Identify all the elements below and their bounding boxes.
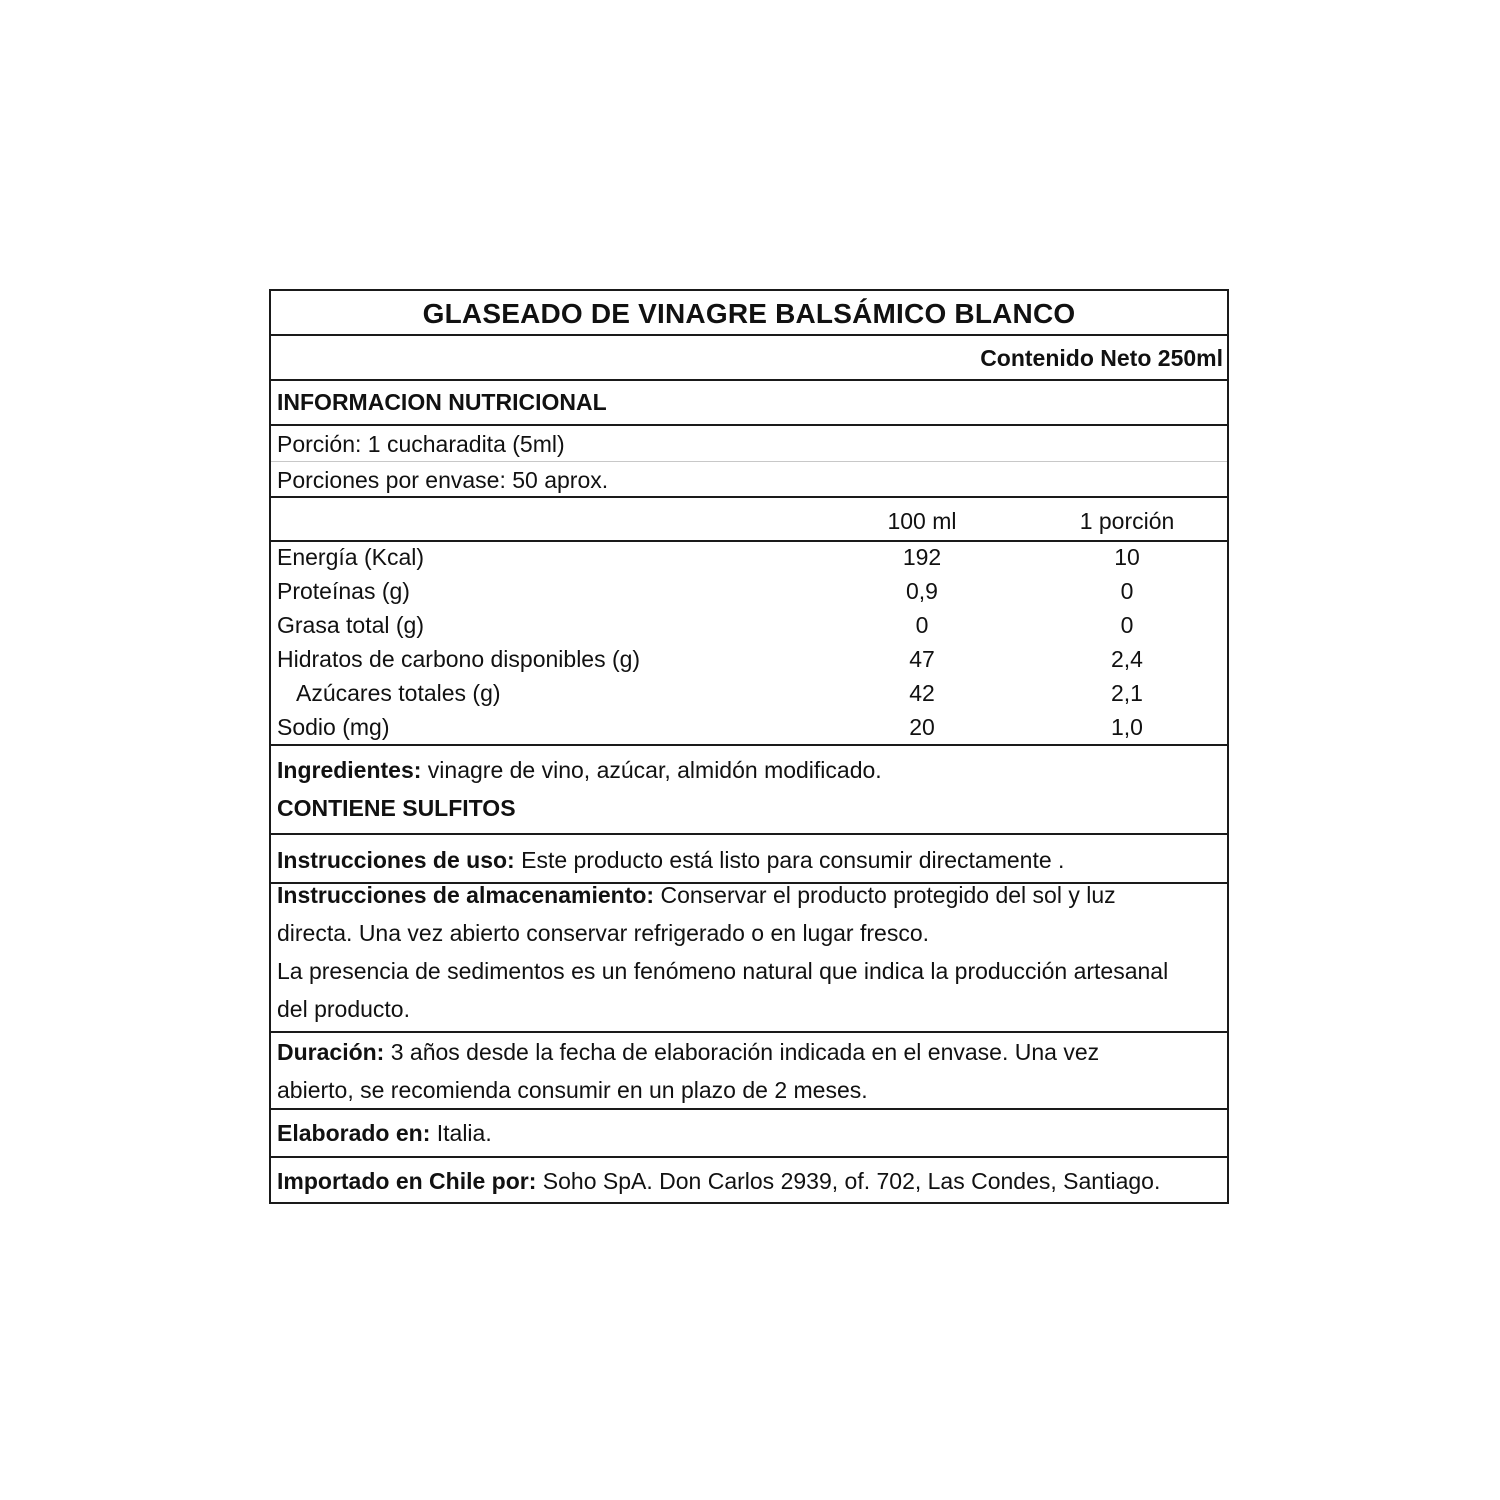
net-content-row [271,336,1227,381]
nutrition-column-header [271,498,1227,542]
storage-text [277,876,1187,1028]
storage-label: Instrucciones de almacenamiento: [277,882,655,908]
nutrition-table [271,542,1227,746]
nutrient-value-portion: 0 [1120,612,1134,638]
usage-instructions: Este producto está listo para consumir directamente . [514,847,1065,873]
importer-text [277,1162,1227,1200]
column-header-100ml: 100 ml [887,508,957,534]
net-content: Contenido Neto 250ml [980,345,1223,371]
ingredients-section [271,746,1227,835]
usage-text [277,841,1219,879]
product-title: GLASEADO DE VINAGRE BALSÁMICO BLANCO [422,298,1076,329]
duration-section [271,1033,1227,1110]
importer-section [271,1158,1227,1204]
nutrient-name: Azúcares totales (g) [296,680,501,706]
nutrition-heading: INFORMACION NUTRICIONAL [277,389,607,415]
storage-instructions: Conservar el producto protegido del sol y luz directa. Una vez abierto conservar refrigerado o en lugar fresco. [277,882,1116,946]
origin-text [277,1114,1219,1152]
nutrient-row-protein [271,576,1227,610]
nutrient-value-100ml: 0 [915,612,929,638]
ingredients-label: Ingredientes: [277,757,422,783]
nutrient-row-fat [271,610,1227,644]
nutrient-name: Grasa total (g) [277,612,424,638]
servings-row [271,462,1227,498]
portion-size: Porción: 1 cucharadita (5ml) [277,431,565,457]
origin-label: Elaborado en: [277,1120,431,1146]
nutrient-row-energy [271,542,1227,576]
nutrient-value-100ml: 47 [909,646,935,672]
nutrient-value-100ml: 42 [909,680,935,706]
ingredients-text [277,751,1219,827]
nutrient-row-sodium [271,712,1227,746]
sediment-note: La presencia de sedimentos es un fenómeno natural que indica la producción artesanal del producto. [277,958,1169,1022]
nutrient-name: Hidratos de carbono disponibles (g) [277,646,641,672]
duration-details: 3 años desde la fecha de elaboración indicada en el envase. Una vez abierto, se recomienda consumir en un plazo de 2 meses. [277,1039,1100,1103]
nutrient-row-sugars [271,678,1227,712]
duration-text [277,1033,1167,1109]
nutrient-name: Energía (Kcal) [277,544,425,570]
nutrient-value-portion: 1,0 [1111,714,1143,740]
allergen-warning: CONTIENE SULFITOS [277,795,516,821]
nutrient-value-portion: 2,4 [1111,646,1143,672]
importer-details: Soho SpA. Don Carlos 2939, of. 702, Las Condes, Santiago. [536,1168,1161,1194]
duration-label: Duración: [277,1039,385,1065]
origin-country: Italia. [430,1120,492,1146]
servings-per-container: Porciones por envase: 50 aprox. [277,467,609,493]
nutrient-value-100ml: 0,9 [906,578,938,604]
nutrient-row-carbohydrates [271,644,1227,678]
product-label [269,289,1229,1204]
origin-section [271,1110,1227,1158]
portion-row [271,426,1227,462]
column-header-portion: 1 porción [1079,508,1175,534]
nutrient-value-portion: 0 [1120,578,1134,604]
nutrition-heading-row [271,381,1227,426]
nutrient-value-portion: 10 [1114,544,1140,570]
nutrient-name: Proteínas (g) [277,578,410,604]
nutrient-value-portion: 2,1 [1111,680,1143,706]
nutrient-name: Sodio (mg) [277,714,390,740]
title-row [271,291,1227,336]
nutrient-value-100ml: 20 [909,714,935,740]
nutrient-value-100ml: 192 [902,544,942,570]
storage-section [271,884,1227,1033]
ingredients-list: vinagre de vino, azúcar, almidón modificado. [421,757,882,783]
importer-label: Importado en Chile por: [277,1168,537,1194]
usage-label: Instrucciones de uso: [277,847,515,873]
